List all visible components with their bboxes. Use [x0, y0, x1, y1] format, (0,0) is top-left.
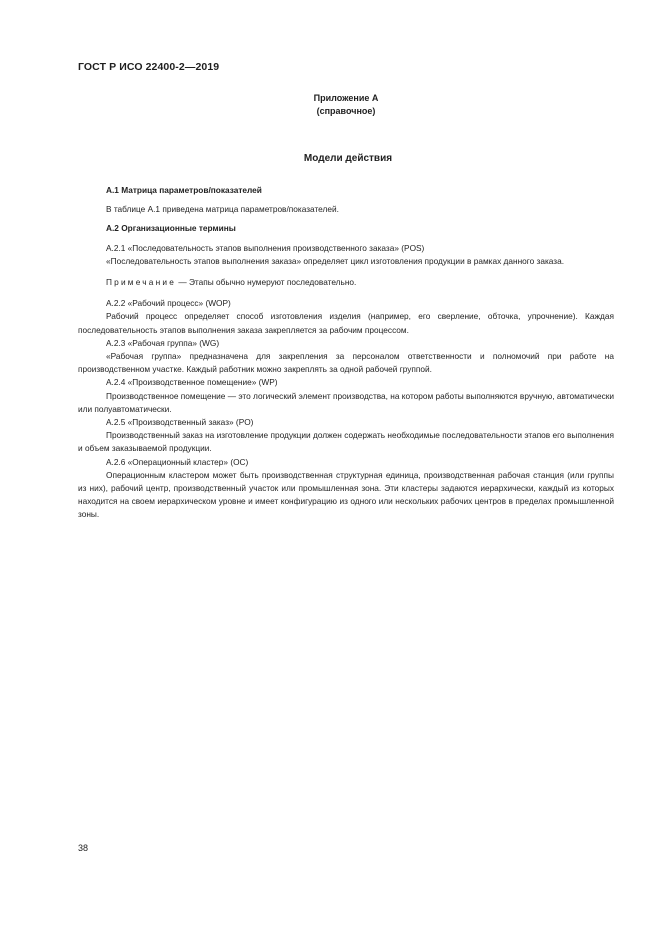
heading-a1: А.1 Матрица параметров/показателей	[106, 185, 262, 195]
term-a2-6: А.2.6 «Операционный кластер» (OC)	[106, 456, 249, 467]
appendix-title: Приложение А	[313, 93, 379, 103]
standard-header: ГОСТ Р ИСО 22400-2—2019	[78, 61, 220, 73]
term-a2-2: А.2.2 «Рабочий процесс» (WOP)	[106, 298, 231, 309]
heading-a2: А.2 Организационные термины	[106, 223, 236, 234]
definition-a2-3: «Рабочая группа» предназначена для закрепления за персоналом ответственности и полномочий при работе на производственном участке. Каждый работник можно закреплять за одной рабочей группой.	[78, 351, 614, 375]
document-body	[78, 184, 614, 522]
term-a2-5: А.2.5 «Производственный заказ» (PO)	[106, 417, 254, 428]
definition-a2-4: Производственное помещение — это логический элемент производства, на котором работы выполняются вручную, автоматически или полуавтоматически.	[78, 390, 614, 414]
appendix-heading	[246, 92, 446, 118]
section-title: Модели действия	[303, 153, 393, 164]
definition-a2-2: Рабочий процесс определяет способ изготовления изделия (например, его сверление, обточка, упрочнение). Каждая последовательность этапов выполнения заказа закрепляется за рабочим процессом.	[78, 311, 614, 335]
page-number: 38	[78, 843, 89, 853]
term-a2-4: А.2.4 «Производственное помещение» (WP)	[106, 377, 278, 388]
note-text: — Этапы обычно нумеруют последовательно.	[176, 277, 357, 288]
term-a2-1: А.2.1 «Последовательность этапов выполнения производственного заказа» (POS)	[106, 242, 425, 253]
term-a2-3: А.2.3 «Рабочая группа» (WG)	[106, 337, 220, 348]
appendix-subtitle: (справочное)	[316, 106, 376, 116]
paragraph-a1: В таблице А.1 приведена матрица параметров/показателей.	[106, 204, 339, 215]
note	[78, 276, 614, 289]
definition-a2-5: Производственный заказ на изготовление продукции должен содержать необходимые последовательности этапов его выполнения и объем заказываемой продукции.	[78, 430, 614, 454]
definition-a2-6: Операционным кластером может быть производственная структурная единица, производственная рабочая станция (или группы из них), рабочий центр, производственный участок или промышленная зона. Эти кластеры задаются иерархически, каждый из которых находится на своем иерархическом уровне и имеет конфигурацию из одного или нескольких рабочих центров в пределах промышленной зоны.	[78, 469, 614, 520]
note-label: Примечание	[106, 277, 177, 288]
definition-a2-1: «Последовательность этапов выполнения заказа» определяет цикл изготовления продукции в рамках данного заказа.	[106, 255, 565, 266]
